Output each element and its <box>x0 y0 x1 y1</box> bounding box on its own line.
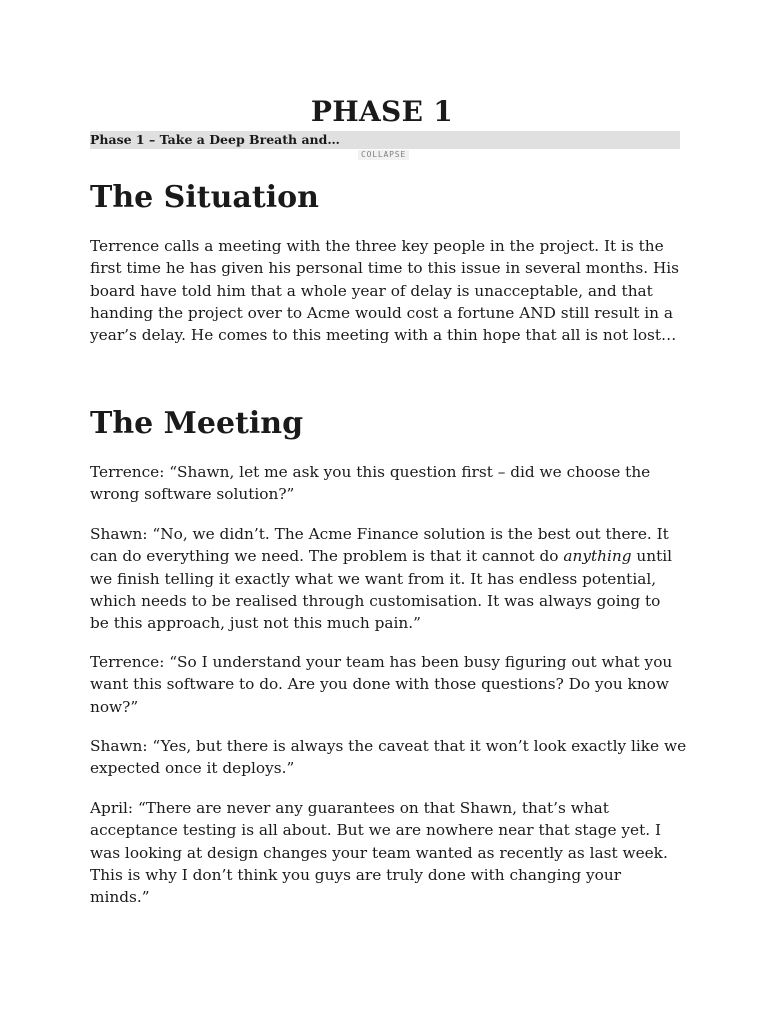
dialogue-paragraph <box>90 461 680 506</box>
text-line: year’s delay. He comes to this meeting with a thin hope that all is not lost… <box>90 326 677 345</box>
situation-paragraph <box>90 235 680 346</box>
dialogue-paragraph <box>90 797 680 908</box>
text-line: Shawn: “No, we didn’t. The Acme Finance solution is the best out there. It <box>90 525 669 543</box>
collapse-button[interactable]: COLLAPSE <box>358 150 409 160</box>
text-line: This is why I don’t think you guys are truly done with changing your <box>90 865 622 884</box>
dialogue-paragraph <box>90 735 687 780</box>
text-line: which needs to be realised through customisation. It was always going to <box>90 591 661 610</box>
text-line: minds.” <box>90 888 150 907</box>
text-line: first time he has given his personal time to this issue in several months. His <box>90 259 680 278</box>
text-line: handing the project over to Acme would cost a fortune AND still result in a <box>90 303 674 322</box>
text-line: was looking at design changes your team wanted as recently as last week. <box>90 843 668 862</box>
text-line: Shawn: “Yes, but there is always the caveat that it won’t look exactly like we <box>90 737 687 755</box>
text-line: we finish telling it exactly what we want from it. It has endless potential, <box>90 569 657 588</box>
text-line: Terrence calls a meeting with the three key people in the project. It is the <box>90 237 664 255</box>
section-banner: Phase 1 – Take a Deep Breath and… <box>90 131 680 149</box>
text-line <box>90 545 680 567</box>
document-title: PHASE 1 <box>310 95 454 128</box>
text-line: Terrence: “Shawn, let me ask you this question first – did we choose the <box>90 463 651 481</box>
dialogue-paragraph <box>90 651 680 718</box>
emphasis-word: anything <box>563 547 632 566</box>
text-segment: can do everything we need. The problem is that it cannot do <box>90 547 564 566</box>
text-line: wrong software solution?” <box>90 485 295 504</box>
text-line: April: “There are never any guarantees on that Shawn, that’s what <box>90 799 609 817</box>
text-line: expected once it deploys.” <box>90 759 295 778</box>
dialogue-paragraph <box>90 523 680 634</box>
text-line: Terrence: “So I understand your team has been busy figuring out what you <box>90 653 673 671</box>
section-heading-meeting: The Meeting <box>90 406 304 441</box>
text-line: acceptance testing is all about. But we are nowhere near that stage yet. I <box>90 821 662 840</box>
text-line: board have told him that a whole year of delay is unacceptable, and that <box>90 281 653 300</box>
text-segment: until <box>631 547 673 566</box>
text-line: now?” <box>90 697 139 716</box>
section-heading-situation: The Situation <box>90 180 319 215</box>
text-line: be this approach, just not this much pain.” <box>90 614 421 633</box>
text-line: want this software to do. Are you done with those questions? Do you know <box>90 675 669 694</box>
